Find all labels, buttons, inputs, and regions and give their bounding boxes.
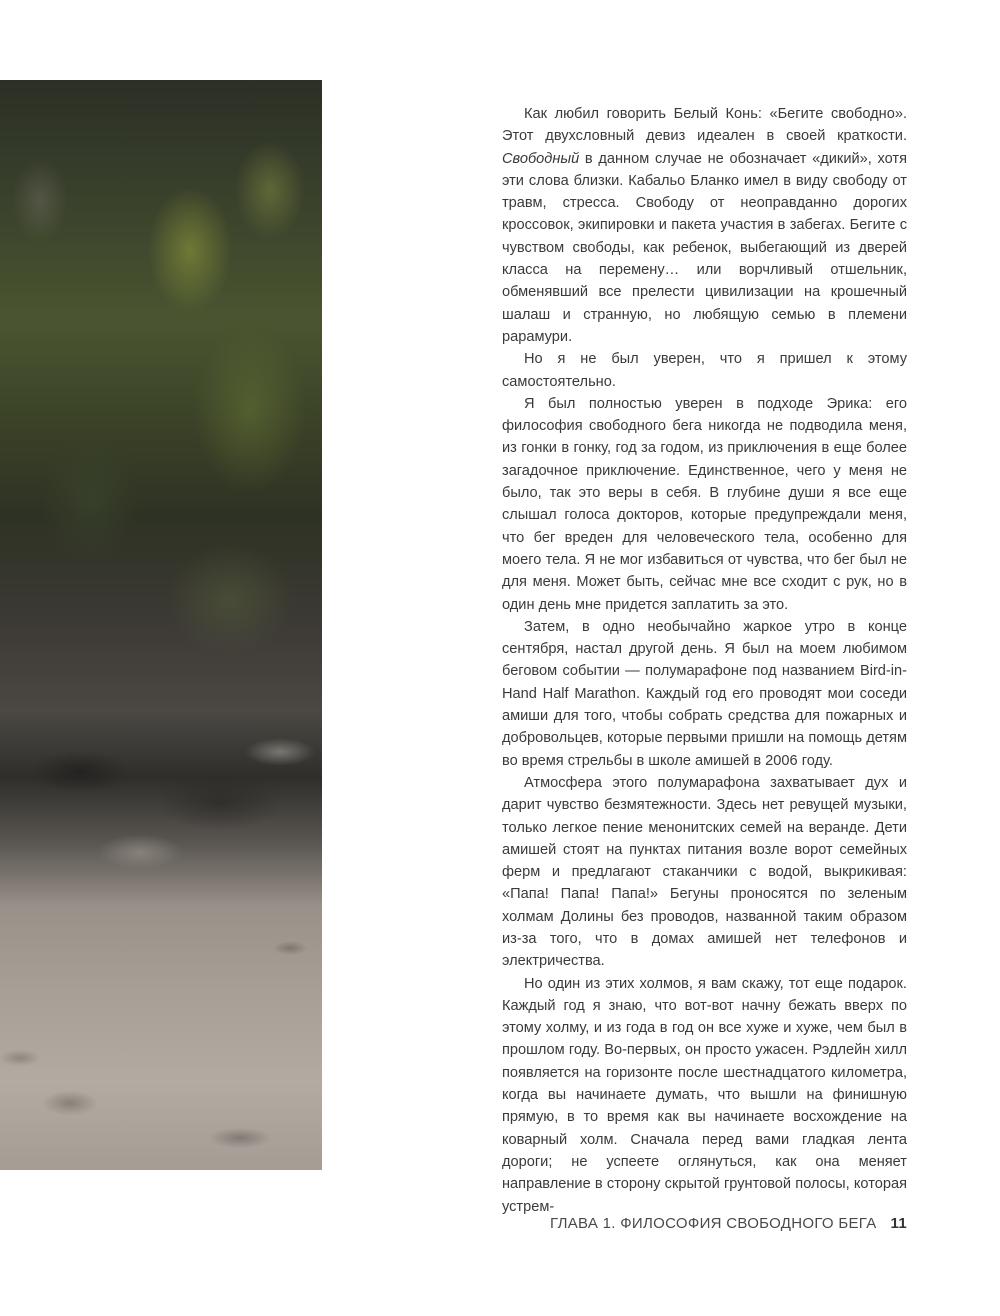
paragraph <box>502 616 907 772</box>
paragraph-1-part-a: Как любил говорить Белый Конь: «Бегите свободно». Этот двухсловный девиз идеален в своей краткости. <box>502 106 907 145</box>
paragraph-6: Но один из этих холмов, я вам скажу, тот еще подарок. Каждый год я знаю, что вот-вот начну бежать вверх по этому холму, и из года в год он все хуже и хуже, чем был в прошлом году. Во-первых, он просто ужасен. Рэдлейн хилл появляется на горизонте после шестнадцатого километра, когда вы начинаете думать, что вышли на финишную прямую, в то время как вы начинаете восхождение на коварный холм. Сначала перед вами гладкая лента дороги; не успеете оглянуться, как она меняет направление в сторону скрытой грунтовой полосы, которая устрем- <box>502 975 907 1215</box>
paragraph <box>502 348 907 393</box>
paragraph-3: Я был полностью уверен в подходе Эрика: его философия свободного бега никогда не подводила меня, из гонки в гонку, год за годом, из приключения в еще более загадочное приключение. Единственное, чего у меня не было, так это веры в себя. В глубине души я все еще слышал голоса докторов, которые предупреждали меня, что бег вреден для человеческого тела, особенно для моего тела. Я не мог избавиться от чувства, что бег был не для меня. Может быть, сейчас мне все сходит с рук, но в один день мне придется заплатить за это. <box>502 395 907 613</box>
trail-photo <box>0 80 322 1170</box>
running-footer <box>502 1215 907 1232</box>
body-text-column <box>502 103 907 1218</box>
paragraph <box>502 973 907 1218</box>
emphasis-word: Свободный <box>502 150 580 167</box>
paragraph <box>502 103 907 348</box>
photo-foliage <box>0 80 322 712</box>
paragraph <box>502 772 907 973</box>
chapter-title: ГЛАВА 1. ФИЛОСОФИЯ СВОБОДНОГО БЕГА <box>550 1215 877 1232</box>
photo-stones <box>0 908 322 1170</box>
page-number: 11 <box>890 1215 907 1232</box>
photo-rocks <box>0 712 322 908</box>
paragraph <box>502 393 907 616</box>
paragraph-1-part-b: в данном случае не обозначает «дикий», хотя эти слова близки. Кабальо Бланко имел в виду свободу от травм, стресса. Свободу от неоправданно дорогих кроссовок, экипировки и пакета участия в забегах. Бегите с чувством свободы, как ребенок, выбегающий из дверей класса на перемену… или ворчливый отшельник, обменявший все прелести цивилизации на крошечный шалаш и странную, но любящую семью в племени рарамури. <box>502 150 907 345</box>
paragraph-2: Но я не был уверен, что я пришел к этому самостоятельно. <box>502 351 907 390</box>
paragraph-5: Атмосфера этого полумарафона захватывает дух и дарит чувство безмятежности. Здесь нет ревущей музыки, только легкое пение менонитских семей на веранде. Дети амишей стоят на пунктах питания возле ворот семейных ферм и предлагают стаканчики с водой, выкрикивая: «Папа! Папа! Папа!» Бегуны проносятся по зеленым холмам Долины без проводов, названной таким образом из-за того, что в домах амишей нет телефонов и электричества. <box>502 774 907 970</box>
paragraph-4: Затем, в одно необычайно жаркое утро в конце сентября, настал другой день. Я был на моем любимом беговом событии — полумарафоне под названием Bird-in-Hand Half Marathon. Каждый год его проводят мои соседи амиши для того, чтобы собрать средства для пожарных и добровольцев, которые первыми пришли на помощь детям во время стрельбы в школе амишей в 2006 году. <box>502 618 907 769</box>
